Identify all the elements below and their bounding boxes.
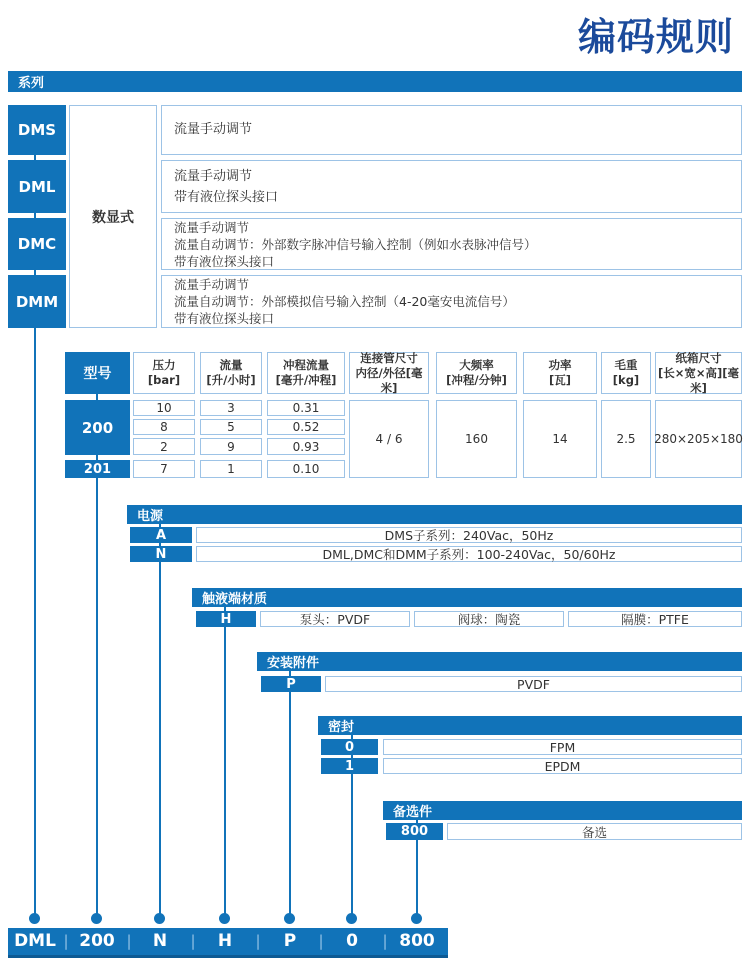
col-unit: [长×宽×高][毫米] [657,365,740,395]
desc-line: 带有液位探头接口 [174,189,279,205]
desc-line: 流量手动调节 [174,219,250,235]
col-unit: [瓦] [548,373,571,387]
col-label: 压力 [152,358,176,372]
material-header-bar [192,588,742,607]
col-label: 纸箱尺寸 [675,350,722,365]
connector-dot [154,913,165,924]
model-code-201 [65,460,130,478]
series-group-label: 数显式 [92,209,134,226]
connector-line-seal [351,726,353,920]
code-segment-options: 800 [399,931,435,951]
mounting-header-bar [257,652,742,671]
seal-header-label: 密封 [328,720,355,735]
cell-stroke: 0.31 [267,400,345,416]
mounting-code-p-label: P [286,676,296,692]
seal-code-1-label: 1 [344,758,355,774]
options-code-800 [386,823,443,840]
spec-col-power [523,352,597,394]
seal-code-0 [321,739,378,755]
spec-col-frequency [436,352,517,394]
material-code-h-label: H [220,611,232,627]
code-segment-mounting: P [283,931,297,951]
series-desc-dml [161,160,742,213]
desc-line: 带有液位探头接口 [174,311,275,326]
cell-flow: 5 [200,419,262,435]
spec-col-weight [601,352,651,394]
cell-flow: 3 [200,400,262,416]
spec-col-carton [655,352,742,394]
code-segment-model: 200 [79,931,115,951]
col-unit: [升/小时] [206,373,256,387]
material-header-label: 触液端材质 [202,592,268,607]
code-segment-material: H [217,931,233,951]
connector-dot [219,913,230,924]
power-value-a: DMS子系列：240Vac，50Hz [196,527,742,543]
cell-flow: 9 [200,438,262,455]
series-header-label: 系列 [18,76,45,91]
connector-dot [91,913,102,924]
desc-line: 流量手动调节 [174,277,250,292]
power-code-a [130,527,192,543]
cell-pressure: 10 [133,400,195,416]
series-code-dmc [8,218,66,270]
mounting-code-p [261,676,321,692]
material-cell-pumphead: 泵头：PVDF [260,611,410,627]
power-code-n-label: N [155,546,167,562]
code-segment-power: N [152,931,168,951]
power-code-n [130,546,192,562]
power-header-bar [127,505,742,524]
desc-line: 流量手动调节 [174,122,253,137]
model-code-200 [65,400,130,455]
cell-flow: 1 [200,460,262,478]
col-unit: [冲程/分钟] [446,373,507,387]
series-code-dmm-label: DMM [15,292,59,311]
mounting-header-label: 安装附件 [267,656,320,671]
code-separator: | [190,932,196,950]
col-unit: 内径/外径[毫米] [355,365,423,395]
code-separator: | [382,932,388,950]
material-code-h [196,611,256,627]
cell-pressure: 8 [133,419,195,435]
spec-col-connection [349,352,429,394]
col-label: 毛重 [614,358,638,372]
connector-line-model [96,373,98,920]
connector-line-power [159,515,161,920]
options-header-bar [383,801,742,820]
model-code-bar [8,928,448,958]
power-value-n: DML,DMC和DMM子系列：100-240Vac，50/60Hz [196,546,742,562]
code-separator: | [63,932,69,950]
spec-model-header [65,352,130,394]
series-code-dml-label: DML [18,177,56,196]
power-header-label: 电源 [137,509,164,524]
cell-power-merged: 14 [523,400,597,478]
spec-col-stroke [267,352,345,394]
series-code-dmc-label: DMC [17,235,57,253]
page-title: 编码规则 [577,15,734,59]
connector-dot [29,913,40,924]
series-desc-dms [161,105,742,155]
cell-stroke: 0.52 [267,419,345,435]
model-201-label: 201 [83,461,112,477]
cell-connection-merged: 4 / 6 [349,400,429,478]
series-code-dml [8,160,66,213]
cell-stroke: 0.10 [267,460,345,478]
seal-code-1 [321,758,378,774]
col-unit: [bar] [147,373,181,387]
col-label: 流量 [219,358,243,372]
seal-header-bar [318,716,742,735]
code-segment-series: DML [14,931,56,951]
options-header-label: 备选件 [393,805,433,820]
col-label: 冲程流量 [283,358,329,372]
cell-frequency-merged: 160 [436,400,517,478]
col-unit: [kg] [612,373,640,387]
code-separator: | [318,932,324,950]
connector-dot [411,913,422,924]
mounting-value: PVDF [325,676,742,692]
connector-line-mounting [289,662,291,920]
desc-line: 带有液位探头接口 [174,253,275,269]
connector-dot [346,913,357,924]
seal-value-epdm: EPDM [383,758,742,774]
code-separator: | [126,932,132,950]
series-desc-dmc [161,218,742,270]
spec-model-header-label: 型号 [83,366,112,382]
col-label: 连接管尺寸 [360,350,418,365]
series-code-dms [8,105,66,155]
series-header-bar [8,71,742,92]
connector-dot [284,913,295,924]
col-label: 大频率 [459,358,494,372]
cell-pressure: 2 [133,438,195,455]
series-code-dms-label: DMS [17,121,57,139]
desc-line: 流量手动调节 [174,168,253,184]
series-group-box [69,105,157,328]
code-separator: | [255,932,261,950]
power-code-a-label: A [155,527,167,543]
material-cell-valveball: 阀球：陶瓷 [414,611,564,627]
material-cell-diaphragm: 隔膜：PTFE [568,611,742,627]
desc-line: 流量自动调节：外部数字脉冲信号输入控制（例如水表脉冲信号） [174,236,537,252]
col-unit: [毫升/冲程] [275,373,337,387]
code-segment-seal: 0 [346,931,358,951]
seal-code-0-label: 0 [344,739,355,755]
options-value: 备选 [447,823,742,840]
seal-value-fpm: FPM [383,739,742,755]
options-code-800-label: 800 [400,824,429,839]
cell-carton-merged: 280×205×180 [655,400,742,478]
series-desc-dmm [161,275,742,328]
cell-stroke: 0.93 [267,438,345,455]
cell-weight-merged: 2.5 [601,400,651,478]
spec-col-pressure [133,352,195,394]
connector-line-material [224,598,226,920]
spec-col-flow [200,352,262,394]
model-200-label: 200 [81,418,114,437]
desc-line: 流量自动调节：外部模拟信号输入控制（4-20毫安电流信号） [174,294,515,309]
col-label: 功率 [548,358,572,372]
cell-pressure: 7 [133,460,195,478]
series-code-dmm [8,275,66,328]
